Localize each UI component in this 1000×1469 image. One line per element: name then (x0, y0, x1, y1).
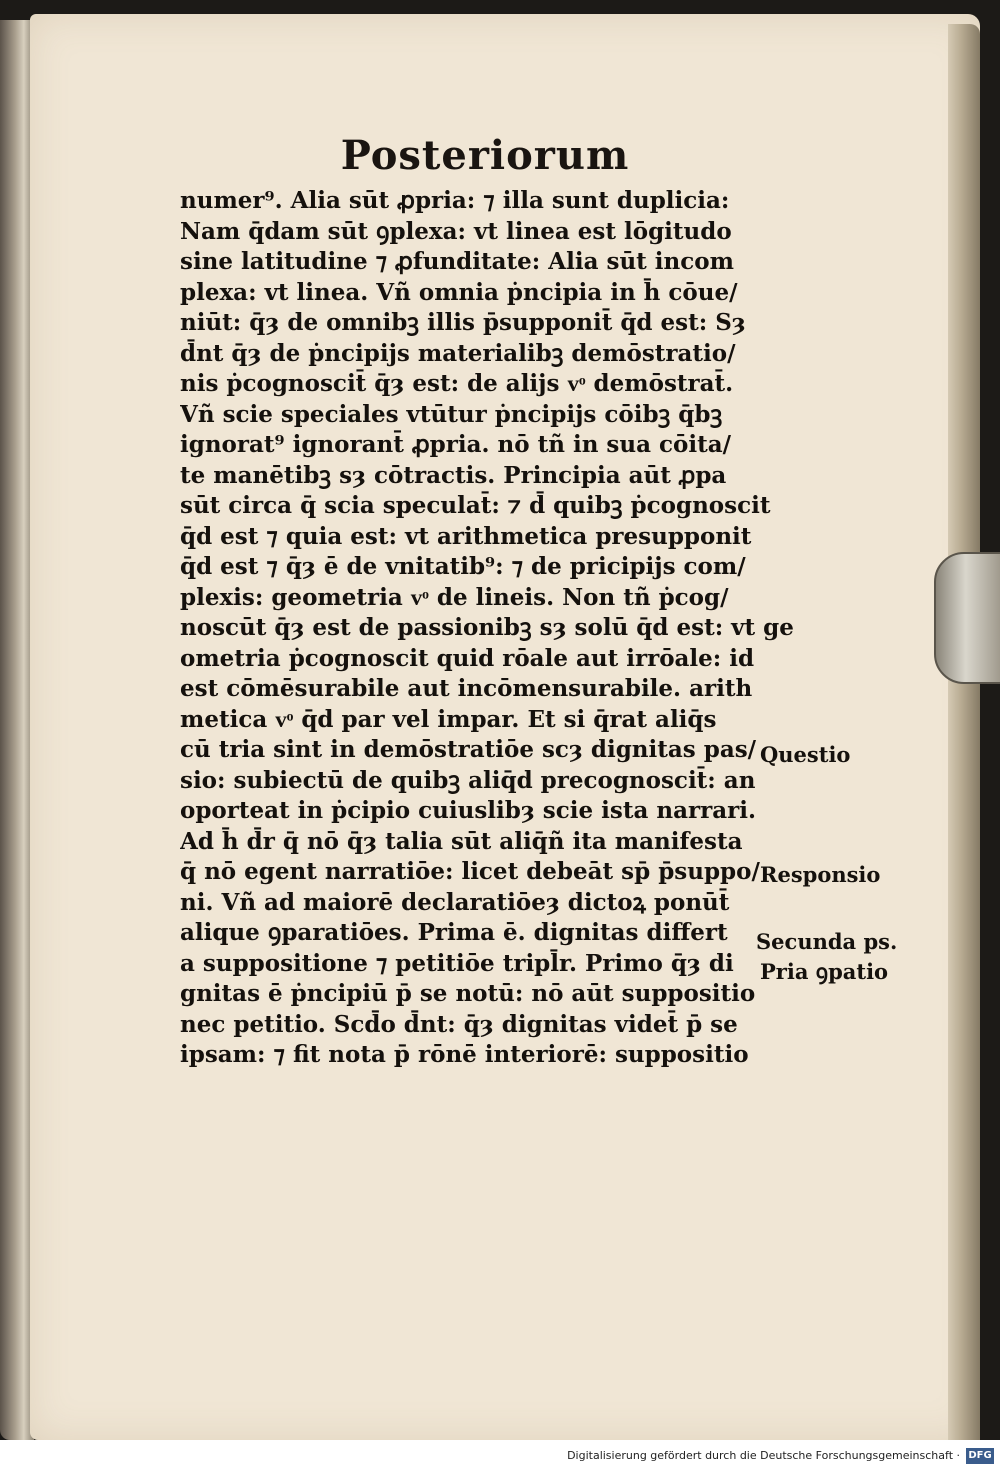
book-page (30, 14, 980, 1440)
footer-bar (0, 1440, 1000, 1469)
text-line: q̄d est ⁊ q̄ȝ ē de vnitatib⁹: ⁊ de pricipijs com/ (180, 553, 746, 580)
text-line: nec petitio. Scd̄o d̄nt: q̄ȝ dignitas videt̄ p̄ se (180, 1010, 738, 1038)
text-line: sio: subiectū de quibꝫ aliq̄d precognoscit̄: an (180, 766, 756, 794)
text-line: sūt circa q̄ scia speculat̄: ⁊ d̄ quibꝫ ṗcognoscit (180, 492, 771, 519)
text-line: plexa: vt linea. Vñ omnia ṗncipia in h̄ cōue/ (180, 278, 738, 306)
marginal-note-prima: Pria ꝯpatio (760, 959, 889, 984)
text-line: ignorat⁹ ignorant̄ ꝓpria. nō tñ in sua cōita/ (180, 431, 732, 458)
book-clasp (934, 552, 1000, 684)
text-line: ni. Vñ ad maiorē declaratiōeȝ dictoꝝ ponūt̄ (180, 888, 730, 916)
body-text (180, 186, 800, 1071)
text-line: te manētibꝫ sȝ cōtractis. Principia aūt ꝓpa (180, 461, 727, 489)
text-line: a suppositione ⁊ petitiōe tripl̄r. Primo q̄ȝ di (180, 949, 734, 977)
page-fore-edge (948, 24, 980, 1452)
text-line: sine latitudine ⁊ ꝓfunditate: Alia sūt incom (180, 248, 734, 275)
text-line: cū tria sint in demōstratiōe scȝ dignitas pas/ (180, 736, 757, 763)
text-line: metica vͦ q̄d par vel impar. Et si q̄rat aliq̄s (180, 705, 717, 733)
text-line: q̄ nō egent narratiōe: licet debeāt sp̄ p̄suppo/ (180, 858, 760, 885)
adjacent-page-edge (0, 20, 34, 1440)
text-line: noscūt q̄ȝ est de passionibꝫ sȝ solū q̄d est: vt ge (180, 614, 794, 641)
text-line: alique ꝯparatiōes. Prima ē. dignitas differt (180, 919, 728, 946)
dfg-logo: DFG (966, 1448, 994, 1464)
text-line: niūt: q̄ȝ de omnibꝫ illis p̄supponit̄ q̄d est: Sȝ (180, 309, 746, 336)
text-line: Ad h̄ d̄r q̄ nō q̄ȝ talia sūt aliq̄ñ ita manifesta (180, 827, 743, 855)
text-line: ometria ṗcognoscit quid rōale aut irrōale: id (180, 644, 755, 672)
text-line: Nam q̄dam sūt ꝯplexa: vt linea est lōgitudo (180, 217, 732, 245)
marginal-note-responsio: Responsio (760, 862, 881, 887)
text-line: d̄nt q̄ȝ de ṗncipijs materialibꝫ demōstratio/ (180, 339, 736, 367)
text-line: gnitas ē ṗncipiū p̄ se notū: nō aūt suppositio (180, 980, 756, 1007)
text-line: numer⁹. Alia sūt ꝓpria: ⁊ illa sunt duplicia: (180, 187, 730, 214)
text-line: Vñ scie speciales vtūtur ṗncipijs cōibꝫ q̄bꝫ (180, 400, 723, 428)
text-line: est cōmēsurabile aut incōmensurabile. arith (180, 675, 753, 702)
text-line: nis ṗcognoscit̄ q̄ȝ est: de alijs vͦ demōstrat̄. (180, 370, 734, 397)
text-line: oporteat in ṗcipio cuiuslibȝ scie ista narrari. (180, 797, 756, 824)
funding-credit: Digitalisierung gefördert durch die Deutsche Forschungsgemeinschaft · (567, 1449, 960, 1462)
text-line: plexis: geometria vͦ de lineis. Non tñ ṗcog/ (180, 583, 729, 611)
text-line: ipsam: ⁊ fit nota p̄ rōnē interiorē: suppositio (180, 1041, 749, 1068)
running-head: Posteriorum (340, 132, 630, 179)
marginal-note-questio: Questio (760, 742, 851, 767)
text-line: q̄d est ⁊ quia est: vt arithmetica presupponit (180, 522, 752, 550)
marginal-note-secunda: Secunda ps. (756, 929, 898, 954)
